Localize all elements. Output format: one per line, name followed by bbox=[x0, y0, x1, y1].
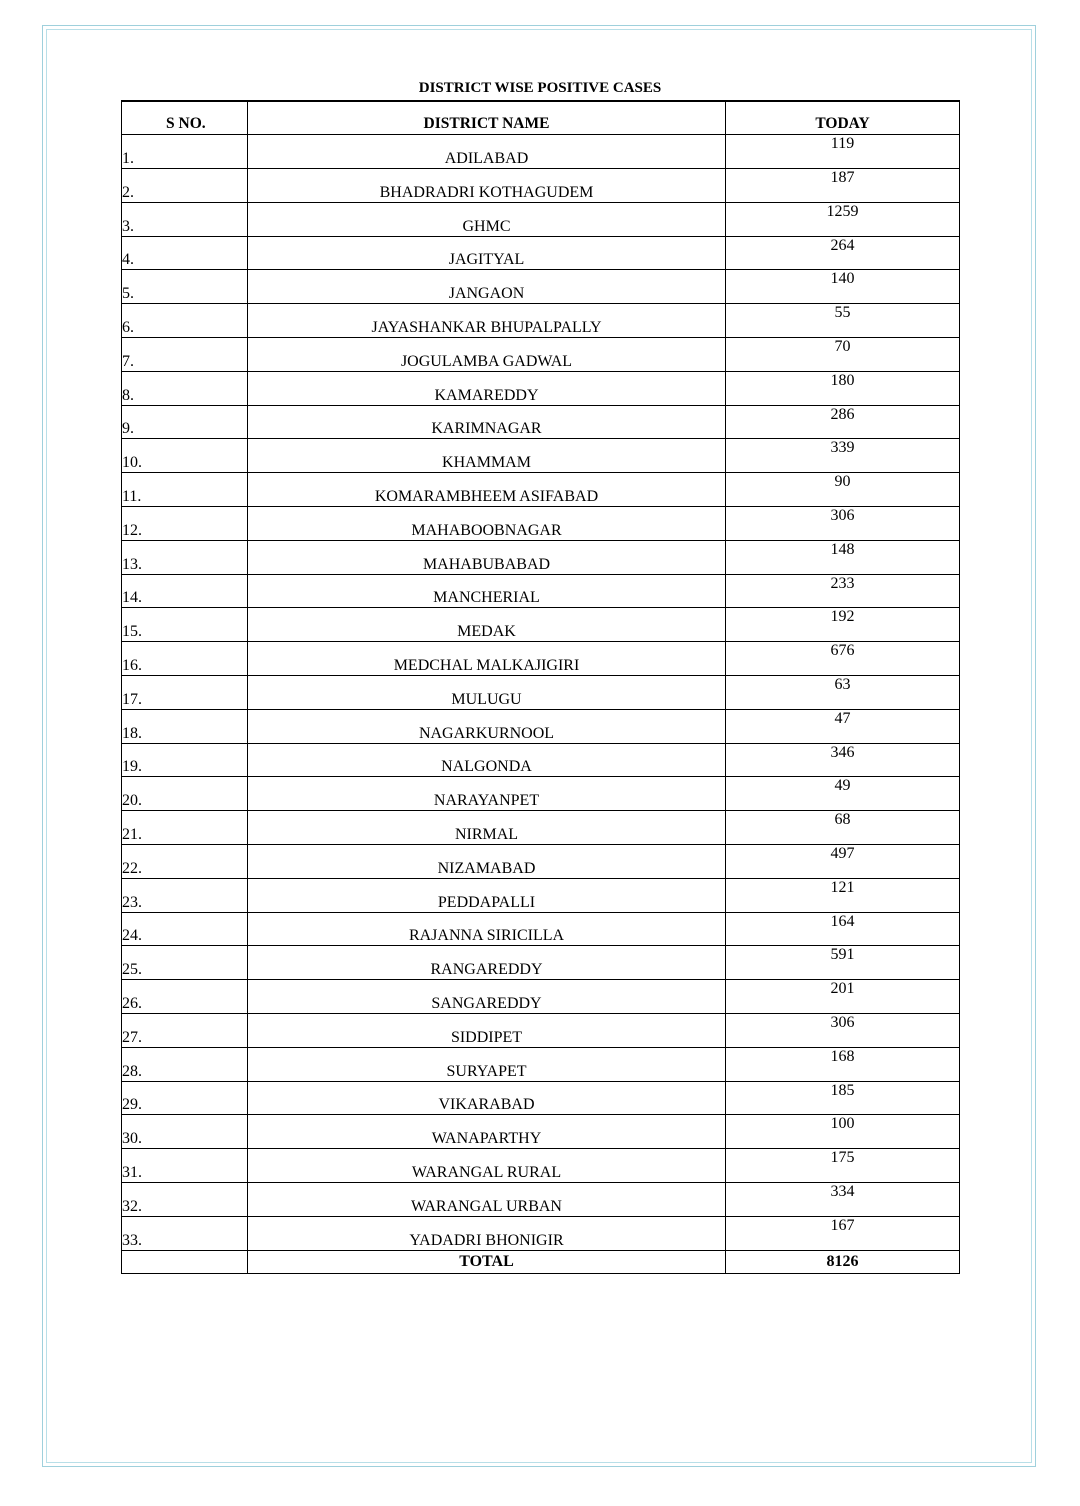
row-sno: 23. bbox=[122, 878, 248, 912]
row-sno: 18. bbox=[122, 709, 248, 743]
row-today-count: 306 bbox=[726, 1014, 960, 1048]
row-sno: 11. bbox=[122, 473, 248, 507]
row-district-name: MEDCHAL MALKAJIGIRI bbox=[248, 642, 726, 676]
table-row bbox=[122, 574, 960, 608]
row-sno: 4. bbox=[122, 236, 248, 270]
table-row bbox=[122, 811, 960, 845]
row-today-count: 192 bbox=[726, 608, 960, 642]
row-sno: 1. bbox=[122, 135, 248, 169]
table-row bbox=[122, 135, 960, 169]
table-row bbox=[122, 169, 960, 203]
row-district-name: SIDDIPET bbox=[248, 1014, 726, 1048]
total-value: 8126 bbox=[726, 1250, 960, 1273]
row-today-count: 90 bbox=[726, 473, 960, 507]
row-district-name: SURYAPET bbox=[248, 1047, 726, 1081]
row-today-count: 334 bbox=[726, 1183, 960, 1217]
row-today-count: 180 bbox=[726, 371, 960, 405]
table-row bbox=[122, 405, 960, 439]
row-district-name: WARANGAL RURAL bbox=[248, 1149, 726, 1183]
table-row bbox=[122, 1081, 960, 1115]
row-district-name: MAHABOOBNAGAR bbox=[248, 507, 726, 541]
row-today-count: 676 bbox=[726, 642, 960, 676]
row-district-name: JOGULAMBA GADWAL bbox=[248, 338, 726, 372]
row-district-name: JANGAON bbox=[248, 270, 726, 304]
row-sno: 33. bbox=[122, 1216, 248, 1250]
row-sno: 25. bbox=[122, 946, 248, 980]
row-sno: 20. bbox=[122, 777, 248, 811]
row-today-count: 286 bbox=[726, 405, 960, 439]
table-row bbox=[122, 540, 960, 574]
table-row bbox=[122, 236, 960, 270]
row-sno: 12. bbox=[122, 507, 248, 541]
row-today-count: 497 bbox=[726, 845, 960, 879]
row-sno: 2. bbox=[122, 169, 248, 203]
row-district-name: SANGAREDDY bbox=[248, 980, 726, 1014]
row-district-name: RANGAREDDY bbox=[248, 946, 726, 980]
row-today-count: 591 bbox=[726, 946, 960, 980]
row-sno: 19. bbox=[122, 743, 248, 777]
row-today-count: 164 bbox=[726, 912, 960, 946]
row-district-name: KAMAREDDY bbox=[248, 371, 726, 405]
total-row bbox=[122, 1250, 960, 1273]
row-district-name: NALGONDA bbox=[248, 743, 726, 777]
row-district-name: MULUGU bbox=[248, 676, 726, 710]
row-district-name: MANCHERIAL bbox=[248, 574, 726, 608]
header-district: DISTRICT NAME bbox=[248, 101, 726, 135]
row-today-count: 49 bbox=[726, 777, 960, 811]
row-sno: 31. bbox=[122, 1149, 248, 1183]
table-row bbox=[122, 709, 960, 743]
row-sno: 21. bbox=[122, 811, 248, 845]
header-sno: S NO. bbox=[122, 101, 248, 135]
table-row bbox=[122, 338, 960, 372]
row-today-count: 70 bbox=[726, 338, 960, 372]
table-row bbox=[122, 1149, 960, 1183]
row-sno: 9. bbox=[122, 405, 248, 439]
table-row bbox=[122, 777, 960, 811]
row-sno: 27. bbox=[122, 1014, 248, 1048]
row-sno: 10. bbox=[122, 439, 248, 473]
row-today-count: 168 bbox=[726, 1047, 960, 1081]
row-sno: 32. bbox=[122, 1183, 248, 1217]
row-district-name: JAGITYAL bbox=[248, 236, 726, 270]
row-today-count: 175 bbox=[726, 1149, 960, 1183]
table-row bbox=[122, 202, 960, 236]
row-district-name: KOMARAMBHEEM ASIFABAD bbox=[248, 473, 726, 507]
row-district-name: WANAPARTHY bbox=[248, 1115, 726, 1149]
row-sno: 29. bbox=[122, 1081, 248, 1115]
row-sno: 17. bbox=[122, 676, 248, 710]
table-row bbox=[122, 1115, 960, 1149]
row-today-count: 233 bbox=[726, 574, 960, 608]
row-today-count: 148 bbox=[726, 540, 960, 574]
row-today-count: 201 bbox=[726, 980, 960, 1014]
row-today-count: 1259 bbox=[726, 202, 960, 236]
row-sno: 15. bbox=[122, 608, 248, 642]
row-district-name: GHMC bbox=[248, 202, 726, 236]
row-today-count: 121 bbox=[726, 878, 960, 912]
table-body bbox=[122, 135, 960, 1250]
row-district-name: KARIMNAGAR bbox=[248, 405, 726, 439]
row-sno: 13. bbox=[122, 540, 248, 574]
row-district-name: NIZAMABAD bbox=[248, 845, 726, 879]
row-today-count: 187 bbox=[726, 169, 960, 203]
row-sno: 28. bbox=[122, 1047, 248, 1081]
row-district-name: NARAYANPET bbox=[248, 777, 726, 811]
table-row bbox=[122, 371, 960, 405]
row-sno: 8. bbox=[122, 371, 248, 405]
row-sno: 7. bbox=[122, 338, 248, 372]
total-sno-cell bbox=[122, 1250, 248, 1273]
table-row bbox=[122, 845, 960, 879]
row-today-count: 185 bbox=[726, 1081, 960, 1115]
table-row bbox=[122, 912, 960, 946]
table-row bbox=[122, 1014, 960, 1048]
row-today-count: 167 bbox=[726, 1216, 960, 1250]
row-district-name: JAYASHANKAR BHUPALPALLY bbox=[248, 304, 726, 338]
table-row bbox=[122, 304, 960, 338]
row-sno: 5. bbox=[122, 270, 248, 304]
table-row bbox=[122, 1216, 960, 1250]
table-row bbox=[122, 676, 960, 710]
row-district-name: MAHABUBABAD bbox=[248, 540, 726, 574]
row-sno: 26. bbox=[122, 980, 248, 1014]
row-district-name: NIRMAL bbox=[248, 811, 726, 845]
row-today-count: 339 bbox=[726, 439, 960, 473]
row-district-name: KHAMMAM bbox=[248, 439, 726, 473]
table-row bbox=[122, 473, 960, 507]
row-today-count: 47 bbox=[726, 709, 960, 743]
row-sno: 22. bbox=[122, 845, 248, 879]
table-row bbox=[122, 1183, 960, 1217]
table-row bbox=[122, 743, 960, 777]
row-district-name: BHADRADRI KOTHAGUDEM bbox=[248, 169, 726, 203]
row-sno: 3. bbox=[122, 202, 248, 236]
document-title: DISTRICT WISE POSITIVE CASES bbox=[418, 80, 662, 96]
row-district-name: YADADRI BHONIGIR bbox=[248, 1216, 726, 1250]
table-row bbox=[122, 507, 960, 541]
district-cases-table bbox=[121, 100, 960, 1274]
row-district-name: ADILABAD bbox=[248, 135, 726, 169]
row-today-count: 63 bbox=[726, 676, 960, 710]
row-district-name: NAGARKURNOOL bbox=[248, 709, 726, 743]
row-sno: 30. bbox=[122, 1115, 248, 1149]
table-row bbox=[122, 270, 960, 304]
row-district-name: PEDDAPALLI bbox=[248, 878, 726, 912]
table-row bbox=[122, 608, 960, 642]
row-district-name: RAJANNA SIRICILLA bbox=[248, 912, 726, 946]
row-sno: 14. bbox=[122, 574, 248, 608]
row-today-count: 68 bbox=[726, 811, 960, 845]
row-today-count: 55 bbox=[726, 304, 960, 338]
table-row bbox=[122, 878, 960, 912]
row-sno: 16. bbox=[122, 642, 248, 676]
row-today-count: 306 bbox=[726, 507, 960, 541]
header-today: TODAY bbox=[726, 101, 960, 135]
row-today-count: 264 bbox=[726, 236, 960, 270]
row-today-count: 346 bbox=[726, 743, 960, 777]
table-row bbox=[122, 642, 960, 676]
row-sno: 6. bbox=[122, 304, 248, 338]
table-row bbox=[122, 946, 960, 980]
total-label: TOTAL bbox=[248, 1250, 726, 1273]
row-district-name: MEDAK bbox=[248, 608, 726, 642]
row-today-count: 100 bbox=[726, 1115, 960, 1149]
row-district-name: WARANGAL URBAN bbox=[248, 1183, 726, 1217]
row-today-count: 140 bbox=[726, 270, 960, 304]
row-district-name: VIKARABAD bbox=[248, 1081, 726, 1115]
row-today-count: 119 bbox=[726, 135, 960, 169]
table-row bbox=[122, 1047, 960, 1081]
table-header-row bbox=[122, 101, 960, 135]
row-sno: 24. bbox=[122, 912, 248, 946]
table-row bbox=[122, 980, 960, 1014]
table-row bbox=[122, 439, 960, 473]
